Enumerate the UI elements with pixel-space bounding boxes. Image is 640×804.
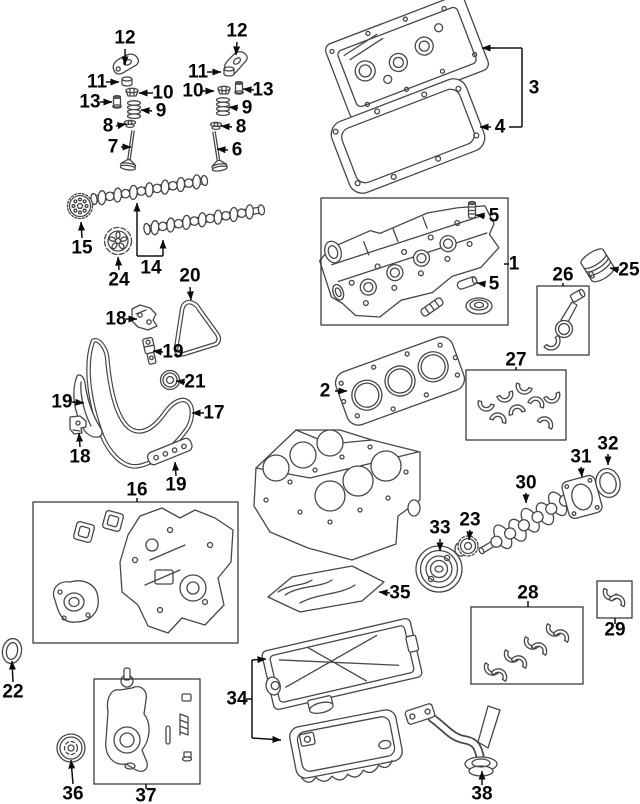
leader-9-right [229, 107, 238, 108]
head-stud-drawing [420, 297, 444, 317]
leader-36 [71, 760, 73, 784]
callout-8-left[interactable]: 8 [102, 115, 114, 137]
leader-24 [118, 257, 119, 270]
callout-30[interactable]: 30 [515, 472, 537, 494]
chain-guide-bottom-drawing [146, 437, 194, 466]
callout-12-right[interactable]: 12 [226, 20, 248, 42]
valve-spring-left-drawing [128, 101, 141, 119]
leader-8-left [116, 124, 126, 126]
lower-oil-pan-drawing [288, 708, 406, 788]
callout-38[interactable]: 38 [471, 783, 493, 804]
connecting-rod-drawing [544, 289, 586, 354]
upper-oil-pan-drawing [258, 617, 427, 723]
retainer-lock-left-drawing [126, 88, 138, 96]
timing-cover-drawing [53, 508, 233, 633]
callout-19-guide-bottom[interactable]: 19 [165, 474, 187, 496]
leader-35 [379, 592, 390, 593]
callout-3[interactable]: 3 [528, 77, 540, 99]
leader-31 [581, 467, 582, 477]
front-seal-drawing [0, 637, 23, 665]
grommet-drawing [466, 298, 492, 314]
crank-pulley-drawing [416, 546, 462, 592]
callout-11-left[interactable]: 11 [86, 71, 108, 93]
callout-17[interactable]: 17 [203, 402, 225, 424]
valve-6-drawing [207, 131, 228, 172]
bearing-set-27-drawing [476, 383, 562, 429]
callout-14[interactable]: 14 [140, 257, 162, 279]
camshaft-lower-drawing [143, 202, 266, 237]
oil-pump-drawing [106, 668, 192, 771]
leader-6 [217, 149, 228, 150]
retainer-lock-right-drawing [218, 86, 230, 94]
valve-lifter-right-drawing [224, 67, 234, 76]
leader-15 [81, 222, 82, 238]
callout-8-right[interactable]: 8 [235, 116, 247, 138]
callout-18-upper[interactable]: 18 [105, 308, 127, 330]
thrust-washer-29-drawing [601, 588, 628, 606]
callout-22[interactable]: 22 [2, 681, 24, 703]
leader-20 [190, 287, 191, 300]
callout-23[interactable]: 23 [459, 509, 481, 531]
callout-35[interactable]: 35 [389, 582, 411, 604]
callout-2[interactable]: 2 [319, 380, 331, 402]
callout-26[interactable]: 26 [552, 264, 574, 286]
engine-block-drawing [254, 430, 420, 560]
callout-31[interactable]: 31 [570, 446, 592, 468]
leader-5-upper [476, 215, 485, 216]
stud-bolt-5-drawing [469, 202, 476, 219]
crank-sprocket-drawing [455, 536, 478, 556]
callout-37[interactable]: 37 [135, 785, 157, 804]
leader-18-lower [79, 433, 80, 447]
callout-13-right[interactable]: 13 [252, 79, 274, 101]
callout-4[interactable]: 4 [494, 116, 506, 138]
piston-drawing [579, 246, 617, 285]
baffle-plate-drawing [268, 566, 384, 612]
leader-34 [252, 659, 266, 660]
spring-seat-left-drawing [125, 120, 136, 127]
callout-9-left[interactable]: 9 [155, 100, 167, 122]
leader-8-right [221, 126, 232, 127]
callout-15[interactable]: 15 [71, 237, 93, 259]
callout-19-tensioner[interactable]: 19 [162, 341, 184, 363]
callout-5-upper[interactable]: 5 [488, 205, 500, 227]
tensioner-upper-drawing [132, 305, 157, 330]
leader-19-guide-left [72, 402, 84, 403]
callout-24[interactable]: 24 [108, 269, 130, 291]
callout-10-right[interactable]: 10 [182, 80, 204, 102]
callout-20[interactable]: 20 [179, 265, 201, 287]
callout-21[interactable]: 21 [184, 371, 206, 393]
callout-1[interactable]: 1 [508, 253, 520, 275]
callout-25[interactable]: 25 [618, 259, 640, 281]
head-gasket-drawing [332, 333, 468, 428]
callout-27[interactable]: 27 [505, 349, 527, 371]
callout-28[interactable]: 28 [517, 582, 539, 604]
callout-9-right[interactable]: 9 [241, 97, 253, 119]
callout-34[interactable]: 34 [226, 688, 248, 710]
idler-gear-drawing [161, 371, 180, 390]
callout-13-left[interactable]: 13 [79, 91, 101, 113]
stem-seal-left-drawing [113, 96, 121, 109]
valve-7-drawing [120, 130, 140, 171]
callout-18-lower[interactable]: 18 [69, 446, 91, 468]
callout-16[interactable]: 16 [126, 479, 148, 501]
leader-12-right [236, 42, 237, 55]
camshaft-upper-drawing [90, 172, 209, 207]
callout-19-guide-left[interactable]: 19 [51, 391, 73, 413]
callout-12-left[interactable]: 12 [114, 27, 136, 49]
bearing-set-28-drawing [481, 624, 571, 681]
oil-pickup-drawing [405, 703, 500, 776]
callout-33[interactable]: 33 [429, 517, 451, 539]
callout-29[interactable]: 29 [604, 619, 626, 641]
callout-11-right[interactable]: 11 [187, 61, 209, 83]
leader-5-lower [477, 283, 485, 284]
spring-seat-right-drawing [211, 122, 222, 129]
callout-6[interactable]: 6 [231, 139, 243, 161]
tensioner-lower-drawing [70, 416, 86, 434]
leader-9-left [141, 110, 152, 111]
vvt-gear-drawing [105, 228, 132, 255]
valve-lifter-left-drawing [122, 77, 132, 86]
leader-23 [469, 530, 470, 540]
leader-22 [12, 661, 13, 682]
cam-sprocket-drawing [68, 194, 93, 219]
leader-34 [252, 738, 281, 740]
pump-rotor-drawing [57, 734, 85, 762]
valve-spring-right-drawing [217, 98, 230, 116]
callout-7[interactable]: 7 [107, 136, 119, 158]
stem-seal-right-drawing [235, 82, 243, 95]
callout-32[interactable]: 32 [597, 433, 619, 455]
callout-5-lower[interactable]: 5 [488, 273, 500, 295]
callout-10-left[interactable]: 10 [152, 82, 174, 104]
dowel-pin-5-drawing [456, 276, 478, 290]
callout-36[interactable]: 36 [62, 783, 84, 804]
